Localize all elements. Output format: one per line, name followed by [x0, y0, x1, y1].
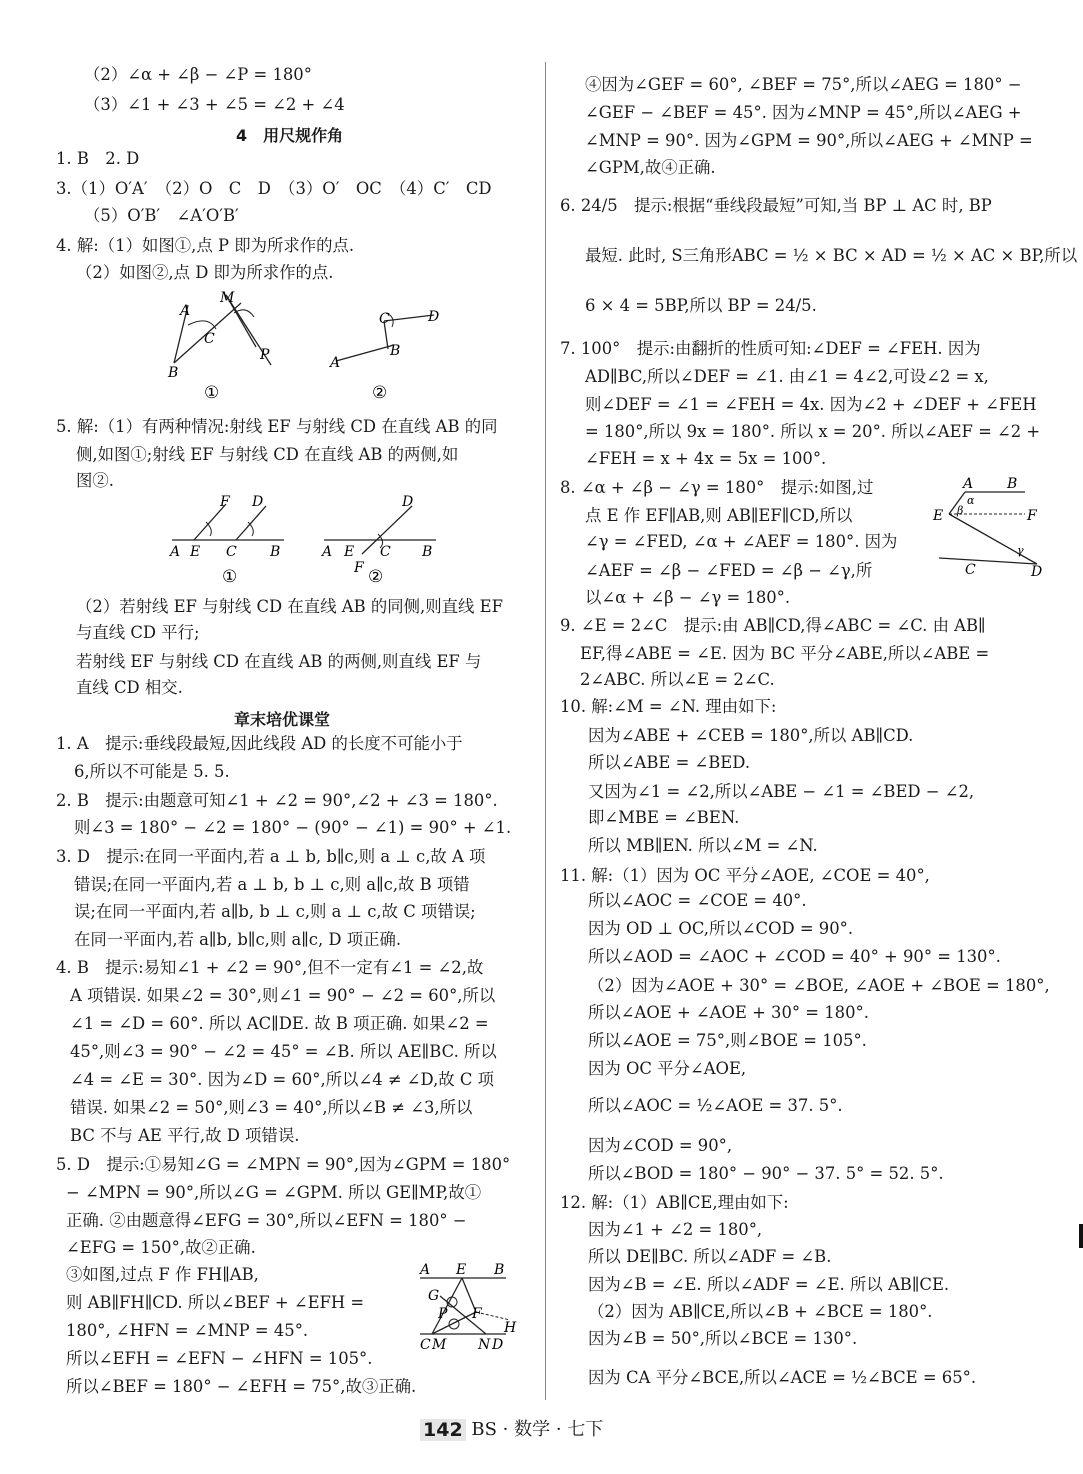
label-a: A	[180, 303, 191, 319]
text-line: 11. 解:（1）因为 OC 平分∠AOE, ∠COE = 40°,	[560, 866, 930, 885]
label-h: H	[504, 1320, 517, 1336]
label-d: D	[402, 494, 414, 510]
text-line: = 180°,所以 9x = 180°. 所以 x = 20°. 所以∠AEF = ∠2 +	[585, 422, 1041, 441]
label-e: E	[933, 508, 944, 524]
label-n: N	[478, 1337, 491, 1353]
text-line: 6. 24/5 提示:根据“垂线段最短”可知,当 BP ⊥ AC 时, BP	[560, 196, 992, 215]
label-a: A	[330, 355, 341, 371]
text-line: 因为∠B = ∠E. 所以∠ADF = ∠E. 所以 AB∥CE.	[588, 1275, 950, 1294]
text-line: 1. A 提示:垂线段最短,因此线段 AD 的长度不可能小于	[56, 734, 463, 753]
figure-5-2	[318, 492, 443, 587]
text-line: 点 E 作 EF∥AB,则 AB∥EF∥CD,所以	[585, 506, 853, 525]
text-line: 4. B 提示:易知∠1 + ∠2 = 90°,但不一定有∠1 = ∠2,故	[56, 958, 484, 977]
label-gamma: γ	[1017, 544, 1024, 557]
edge-mark	[1079, 1224, 1083, 1248]
text-line: 所以∠AOE + ∠AOE + 30° = 180°.	[588, 1003, 869, 1022]
page-number: 142	[420, 1419, 466, 1441]
text-line: 则∠3 = 180° − ∠2 = 180° − (90° − ∠1) = 90° + ∠1.	[74, 818, 512, 837]
text-line: 6,所以不可能是 5. 5.	[74, 762, 230, 781]
label-f: F	[472, 1306, 482, 1322]
label-e: E	[456, 1262, 467, 1278]
label-beta: β	[957, 504, 964, 517]
text-line: 4. 解:（1）如图①,点 P 即为所求作的点.	[56, 236, 355, 255]
label-f: F	[220, 494, 230, 510]
text-line: 若射线 EF 与射线 CD 在直线 AB 的两侧,则直线 EF 与	[76, 652, 482, 671]
label-d: D	[428, 309, 440, 325]
label-f: F	[354, 560, 364, 576]
footer-text: BS · 数学 · 七下	[471, 1419, 604, 1440]
text-line: 直线 CD 相交.	[76, 678, 183, 697]
figure-caption: ②	[368, 567, 384, 587]
text-line: 因为 OC 平分∠AOE,	[588, 1059, 747, 1078]
text-line: 所以 DE∥BC. 所以∠ADF = ∠B.	[588, 1247, 832, 1266]
text-line: （2）∠α + ∠β − ∠P = 180°	[84, 65, 312, 84]
label-c: C	[965, 562, 976, 578]
label-a: A	[420, 1262, 431, 1278]
text-line: 9. ∠E = 2∠C 提示:由 AB∥CD,得∠ABC = ∠C. 由 AB∥	[560, 616, 986, 635]
text-line: AD∥BC,所以∠DEF = ∠1. 由∠1 = 4∠2,可设∠2 = x,	[585, 367, 989, 386]
text-line: 误;在同一平面内,若 a∥b, b ⊥ c,则 a ⊥ c,故 C 项错误;	[74, 902, 476, 921]
label-d: D	[492, 1337, 504, 1353]
text-line: 错误. 如果∠2 = 50°,则∠3 = 40°,所以∠B ≠ ∠3,所以	[70, 1098, 473, 1117]
text-line: 以∠α + ∠β − ∠γ = 180°.	[585, 588, 791, 607]
text-line: 7. 100° 提示:由翻折的性质可知:∠DEF = ∠FEH. 因为	[560, 339, 981, 358]
text-line: A 项错误. 如果∠2 = 30°,则∠1 = 90° − ∠2 = 60°,所以	[70, 986, 496, 1005]
text-line: 12. 解:（1）AB∥CE,理由如下:	[560, 1193, 789, 1212]
text-line: 所以∠ABE = ∠BED.	[588, 753, 751, 772]
text-line: 在同一平面内,若 a∥b, b∥c,则 a∥c, D 项正确.	[74, 930, 402, 949]
label-p: P	[260, 347, 270, 363]
text-line: ∠GPM,故④正确.	[585, 158, 716, 177]
text-line: 最短. 此时, S三角形ABC = ½ × BC × AD = ½ × AC × BP,所以	[585, 246, 1078, 265]
label-c: C	[380, 544, 391, 560]
text-line: EF,得∠ABE = ∠E. 因为 BC 平分∠ABE,所以∠ABE =	[580, 644, 990, 663]
figure-4-2	[324, 303, 454, 403]
column-divider	[545, 62, 546, 1400]
text-line: ④因为∠GEF = 60°, ∠BEF = 75°,所以∠AEG = 180° −	[585, 75, 1022, 94]
text-line: ∠1 = ∠D = 60°. 所以 AC∥DE. 故 B 项正确. 如果∠2 =	[70, 1014, 489, 1033]
text-line: 45°,则∠3 = 90° − ∠2 = 45° = ∠B. 所以 AE∥BC. 所以	[70, 1042, 497, 1061]
text-line: 则 AB∥FH∥CD. 所以∠BEF + ∠EFH =	[66, 1293, 365, 1312]
label-b: B	[422, 544, 433, 560]
label-b: B	[168, 365, 179, 381]
figure-5-1	[166, 492, 291, 587]
text-line: 2. B 提示:由题意可知∠1 + ∠2 = 90°,∠2 + ∠3 = 180°.	[56, 791, 498, 810]
figure-caption: ①	[204, 383, 220, 403]
text-line: 因为∠B = 50°,所以∠BCE = 130°.	[588, 1329, 858, 1348]
section-heading: 4 用尺规作角	[236, 126, 344, 145]
text-line: 所以 MB∥EN. 所以∠M = ∠N.	[588, 836, 818, 855]
text-line: 2∠ABC. 所以∠E = 2∠C.	[580, 670, 775, 689]
text-line: ∠AEF = ∠β − ∠FED = ∠β − ∠γ,所	[585, 561, 873, 580]
section-heading: 章末培优课堂	[234, 710, 331, 729]
text-line: ∠MNP = 90°. 因为∠GPM = 90°,所以∠AEG + ∠MNP =	[585, 131, 1033, 150]
text-line: 6 × 4 = 5BP,所以 BP = 24/5.	[585, 296, 817, 315]
text-line: ∠γ = ∠FED, ∠α + ∠AEF = 180°. 因为	[585, 532, 898, 551]
label-p: P	[438, 1306, 448, 1322]
text-line: 因为∠ABE + ∠CEB = 180°,所以 AB∥CD.	[588, 726, 914, 745]
label-b: B	[1007, 476, 1018, 492]
label-b: B	[270, 544, 281, 560]
text-line: 侧,如图①;射线 EF 与射线 CD 在直线 AB 的两侧,如	[76, 445, 459, 464]
text-line: 3. D 提示:在同一平面内,若 a ⊥ b, b∥c,则 a ⊥ c,故 A 项	[56, 847, 486, 866]
label-d: D	[252, 494, 264, 510]
text-line: 因为∠1 + ∠2 = 180°,	[588, 1220, 763, 1239]
text-line: 所以∠BOD = 180° − 90° − 37. 5° = 52. 5°.	[588, 1164, 944, 1183]
label-e: E	[190, 544, 201, 560]
figure-4-1	[166, 285, 296, 405]
label-b: B	[494, 1262, 505, 1278]
label-c: C	[420, 1337, 431, 1353]
label-f: F	[1027, 508, 1037, 524]
text-line: （2）因为 AB∥CE,所以∠B + ∠BCE = 180°.	[588, 1302, 933, 1321]
figure-caption: ②	[372, 383, 388, 403]
text-line: 5. 解:（1）有两种情况:射线 EF 与射线 CD 在直线 AB 的同	[56, 417, 498, 436]
text-line: 即∠MBE = ∠BEN.	[588, 808, 740, 827]
text-line: 180°, ∠HFN = ∠MNP = 45°.	[66, 1321, 309, 1340]
label-m: M	[220, 290, 235, 306]
text-line: 1. B 2. D	[56, 149, 140, 168]
text-line: 则∠DEF = ∠1 = ∠FEH = 4x. 因为∠2 + ∠DEF + ∠FEH	[585, 395, 1037, 414]
label-a: A	[170, 544, 181, 560]
text-line: 所以∠AOC = ½∠AOE = 37. 5°.	[588, 1096, 843, 1115]
text-line: 所以∠AOD = ∠AOC + ∠COD = 40° + 90° = 130°.	[588, 947, 1001, 966]
text-line: （3）∠1 + ∠3 + ∠5 = ∠2 + ∠4	[84, 95, 345, 114]
text-line: BC 不与 AE 平行,故 D 项错误.	[70, 1126, 300, 1145]
label-alpha: α	[967, 494, 975, 507]
text-line: ③如图,过点 F 作 FH∥AB,	[66, 1265, 259, 1284]
label-d: D	[1031, 564, 1043, 580]
text-line: （2）若射线 EF 与射线 CD 在直线 AB 的同侧,则直线 EF	[76, 597, 503, 616]
label-b: B	[390, 343, 401, 359]
text-line: 所以∠EFH = ∠EFN − ∠HFN = 105°.	[66, 1349, 373, 1368]
figure-caption: ①	[222, 567, 238, 587]
text-line: 所以∠AOE = 75°,则∠BOE = 105°.	[588, 1031, 867, 1050]
text-line: （5）O′B′ ∠A′O′B′	[84, 206, 239, 225]
text-line: ∠4 = ∠E = 30°. 因为∠D = 60°,所以∠4 ≠ ∠D,故 C 项	[70, 1070, 495, 1089]
text-line: 因为 OD ⊥ OC,所以∠COD = 90°.	[588, 919, 854, 938]
text-line: ∠GEF − ∠BEF = 45°. 因为∠MNP = 45°,所以∠AEG +	[585, 103, 1022, 122]
text-line: 所以∠AOC = ∠COE = 40°.	[588, 891, 807, 910]
text-line: 与直线 CD 平行;	[76, 623, 200, 642]
label-g: G	[428, 1288, 440, 1304]
text-line: ∠FEH = x + 4x = 5x = 100°.	[585, 449, 827, 468]
text-line: 错误;在同一平面内,若 a ⊥ b, b ⊥ c,则 a∥c,故 B 项错	[74, 875, 470, 894]
label-a: A	[963, 476, 974, 492]
text-line: 正确. ②由题意得∠EFG = 30°,所以∠EFN = 180° −	[66, 1211, 467, 1230]
text-line: 10. 解:∠M = ∠N. 理由如下:	[560, 697, 777, 716]
text-line: 因为∠COD = 90°,	[588, 1136, 733, 1155]
figure-q8	[925, 472, 1045, 582]
text-line: 3.（1）O′A′ （2）O C D （3）O′ OC （4）C′ CD	[56, 179, 492, 198]
text-line: 所以∠BEF = 180° − ∠EFH = 75°,故③正确.	[66, 1377, 417, 1396]
label-a: A	[322, 544, 333, 560]
label-m: M	[432, 1337, 447, 1353]
text-line: （2）因为∠AOE + 30° = ∠BOE, ∠AOE + ∠BOE = 180°,	[588, 976, 1050, 995]
text-line: ∠EFG = 150°,故②正确.	[66, 1238, 256, 1257]
page-footer	[420, 1415, 603, 1445]
text-line: − ∠MPN = 90°,所以∠G = ∠GPM. 所以 GE∥MP,故①	[66, 1183, 482, 1202]
text-line: 5. D 提示:①易知∠G = ∠MPN = 90°,因为∠GPM = 180°	[56, 1155, 511, 1174]
figure-q5	[414, 1256, 524, 1356]
label-e: E	[344, 544, 355, 560]
text-line: （2）如图②,点 D 即为所求作的点.	[76, 263, 334, 282]
text-line: 又因为∠1 = ∠2,所以∠ABE − ∠1 = ∠BED − ∠2,	[588, 782, 975, 801]
label-c: C	[204, 331, 215, 347]
label-c: C	[226, 544, 237, 560]
text-line: 图②.	[76, 471, 114, 490]
text-line: 8. ∠α + ∠β − ∠γ = 180° 提示:如图,过	[560, 478, 874, 497]
label-c: C	[379, 311, 390, 327]
text-line: 因为 CA 平分∠BCE,所以∠ACE = ½∠BCE = 65°.	[588, 1368, 977, 1387]
